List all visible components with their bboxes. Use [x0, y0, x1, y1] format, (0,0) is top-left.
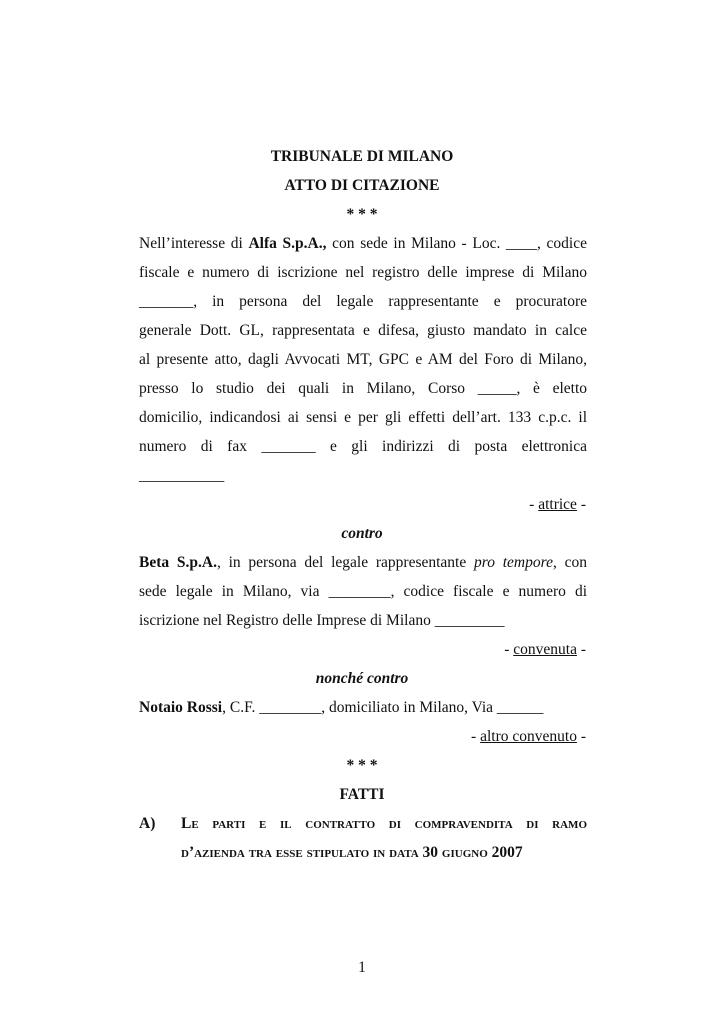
versus-label-2: nonché contro [315, 670, 409, 687]
defendant-line: Beta S.p.A., in persona del legale rappresentante pro tempore, con [139, 554, 587, 571]
defendant-name: Beta S.p.A. [139, 554, 217, 571]
plaintiff-role: - attrice - [529, 496, 586, 513]
section-item-heading: Le parti e il contratto di compravendita di ramo [181, 815, 587, 832]
plaintiff-line: generale Dott. GL, rappresentata e difesa, giusto mandato in calce [139, 322, 587, 339]
defendant-role: - convenuta - [504, 641, 586, 658]
plaintiff-line: ___________ [139, 467, 225, 484]
other-defendant-name: Notaio Rossi [139, 699, 223, 716]
other-defendant-line: Notaio Rossi, C.F. ________, domiciliato in Milano, Via ______ [139, 699, 544, 716]
separator: * * * [346, 757, 378, 774]
section-title: FATTI [339, 786, 385, 803]
court-heading: TRIBUNALE DI MILANO [270, 148, 454, 165]
separator: * * * [346, 206, 378, 223]
defendant-line: sede legale in Milano, via ________, codice fiscale e numero di [139, 583, 587, 600]
plaintiff-line: numero di fax _______ e gli indirizzi di posta elettronica [139, 438, 587, 455]
versus-label: contro [341, 525, 383, 542]
section-item-heading: d’azienda tra esse stipulato in data 30 giugno 2007 [181, 844, 523, 861]
defendant-line: iscrizione nel Registro delle Imprese di Milano _________ [139, 612, 505, 629]
page-number: 1 [358, 959, 366, 976]
other-defendant-role: - altro convenuto - [471, 728, 586, 745]
plaintiff-line: Nell’interesse di Alfa S.p.A., con sede in Milano - Loc. ____, codice [139, 235, 587, 252]
section-item-label: A) [139, 815, 156, 832]
plaintiff-line: presso lo studio dei quali in Milano, Corso _____, è eletto [139, 380, 587, 397]
plaintiff-name: Alfa S.p.A., [248, 235, 327, 252]
plaintiff-line: domicilio, indicandosi ai sensi e per gli effetti dell’art. 133 c.p.c. il [139, 409, 587, 426]
plaintiff-line: al presente atto, dagli Avvocati MT, GPC e AM del Foro di Milano, [139, 351, 587, 368]
plaintiff-line: _______, in persona del legale rappresentante e procuratore [139, 293, 587, 310]
plaintiff-line: fiscale e numero di iscrizione nel registro delle imprese di Milano [139, 264, 587, 281]
document-title: ATTO DI CITAZIONE [284, 177, 440, 194]
